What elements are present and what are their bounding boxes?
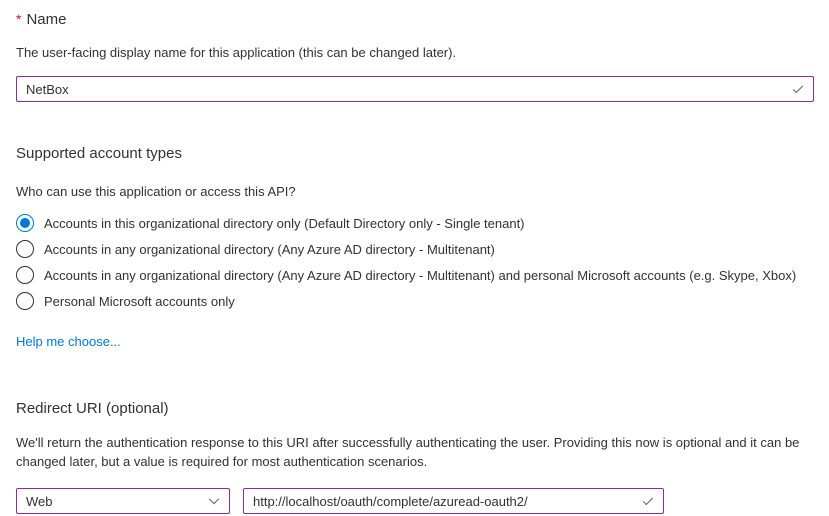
radio-personal-only[interactable]	[16, 288, 814, 314]
name-input-field	[16, 76, 814, 102]
redirect-uri-input-field	[243, 488, 664, 514]
help-me-choose-link[interactable]: Help me choose...	[16, 334, 121, 349]
name-input[interactable]	[26, 82, 783, 97]
redirect-uri-title: Redirect URI (optional)	[16, 400, 169, 417]
name-description: The user-facing display name for this application (this can be changed later).	[16, 45, 457, 60]
redirect-uri-input[interactable]	[253, 494, 633, 509]
radio-label: Accounts in any organizational directory (Any Azure AD directory - Multitenant) and personal Microsoft accounts (e.g. Skype, Xbox)	[44, 267, 797, 283]
radio-unselected-icon	[16, 240, 34, 258]
account-types-title: Supported account types	[16, 145, 182, 162]
radio-selected-icon	[16, 214, 34, 232]
radio-label: Accounts in this organizational directory only (Default Directory only - Single tenant)	[44, 215, 525, 231]
checkmark-icon	[641, 494, 655, 508]
redirect-uri-controls	[16, 488, 814, 514]
radio-multitenant[interactable]	[16, 236, 814, 262]
radio-unselected-icon	[16, 266, 34, 284]
name-title-text: Name	[26, 11, 67, 28]
name-section-title	[16, 11, 814, 28]
platform-select[interactable]	[16, 488, 230, 514]
platform-select-value: Web	[26, 493, 53, 509]
radio-label: Accounts in any organizational directory (Any Azure AD directory - Multitenant)	[44, 241, 495, 257]
account-types-radio-group	[16, 210, 814, 314]
radio-single-tenant[interactable]	[16, 210, 814, 236]
chevron-down-icon	[207, 494, 221, 508]
account-types-question: Who can use this application or access this API?	[16, 184, 296, 199]
radio-label: Personal Microsoft accounts only	[44, 293, 235, 309]
checkmark-icon	[791, 82, 805, 96]
radio-unselected-icon	[16, 292, 34, 310]
radio-multitenant-personal[interactable]	[16, 262, 814, 288]
required-asterisk: *	[16, 11, 22, 27]
redirect-uri-description: We'll return the authentication response to this URI after successfully authenticating the user. Providing this now is optional and it can be changed later, but a value is required for most authentication scenarios.	[16, 435, 800, 469]
